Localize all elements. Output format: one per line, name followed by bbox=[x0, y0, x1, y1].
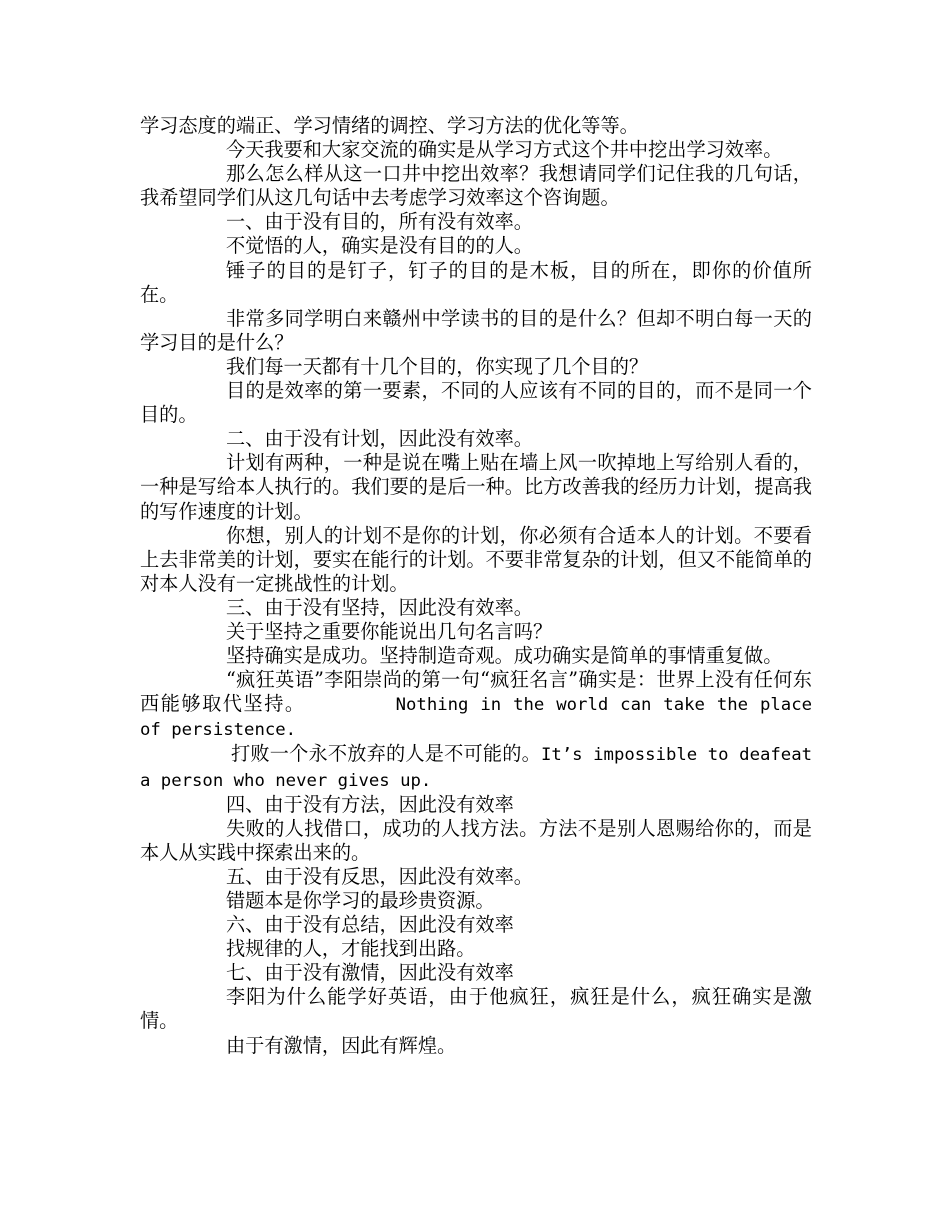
section-heading: 一、由于没有目的，所有没有效率。 bbox=[226, 210, 533, 234]
quote-chinese: “疯狂英语”李阳崇尚的第一句“疯狂名言”确实是：世界上没有任何东西能够取代坚持。 bbox=[140, 668, 812, 716]
section-heading: 二、由于没有计划，因此没有效率。 bbox=[226, 427, 533, 451]
paragraph: 学习态度的端正、学习情绪的调控、学习方法的优化等等。 bbox=[140, 114, 639, 137]
quote-chinese: 打败一个永不放弃的人是不可能的。 bbox=[231, 742, 541, 766]
paragraph: 目的是效率的第一要素，不同的人应该有不同的目的，而不是同一个目的。 bbox=[140, 379, 812, 427]
section-heading: 四、由于没有方法，因此没有效率 bbox=[226, 792, 514, 816]
paragraph: 锤子的目的是钉子，钉子的目的是木板，目的所在，即你的价值所在。 bbox=[140, 258, 812, 306]
paragraph: 失败的人找借口，成功的人找方法。方法不是别人恩赐给你的，而是本人从实践中探索出来的。 bbox=[140, 816, 812, 864]
paragraph: 我们每一天都有十几个目的，你实现了几个目的？ bbox=[226, 354, 649, 378]
section-heading: 七、由于没有激情，因此没有效率 bbox=[226, 961, 514, 985]
quote-english: It’s impossible to deafeat a person who never gives up. bbox=[140, 745, 812, 791]
paragraph: 非常多同学明白来赣州中学读书的目的是什么？但却不明白每一天的学习目的是什么？ bbox=[140, 306, 812, 354]
paragraph: 那么怎么样从这一口井中挖出效率？我想请同学们记住我的几句话，我希望同学们从这几句话中去考虑学习效率这个咨询题。 bbox=[140, 162, 812, 210]
section-heading: 三、由于没有坚持，因此没有效率。 bbox=[226, 595, 533, 619]
paragraph: 找规律的人，才能找到出路。 bbox=[226, 937, 476, 961]
paragraph: 关于坚持之重要你能说出几句名言吗？ bbox=[226, 619, 553, 643]
quote-english: Nothing in the world can take the place of persistence. bbox=[140, 695, 812, 741]
section-heading: 六、由于没有总结，因此没有效率 bbox=[226, 913, 514, 937]
section-heading: 五、由于没有反思，因此没有效率。 bbox=[226, 864, 533, 888]
paragraph: 计划有两种，一种是说在嘴上贴在墙上风一吹掉地上写给别人看的，一种是写给本人执行的。我们要的是后一种。比方改善我的经历力计划，提高我的写作速度的计划。 bbox=[140, 451, 812, 523]
paragraph: 你想，别人的计划不是你的计划，你必须有合适本人的计划。不要看上去非常美的计划，要实在能行的计划。不要非常复杂的计划，但又不能简单的对本人没有一定挑战性的计划。 bbox=[140, 523, 812, 595]
paragraph: 不觉悟的人，确实是没有目的的人。 bbox=[226, 234, 533, 258]
paragraph: 由于有激情，因此有辉煌。 bbox=[226, 1033, 457, 1057]
paragraph: 李阳为什么能学好英语，由于他疯狂，疯狂是什么，疯狂确实是激情。 bbox=[140, 985, 812, 1033]
paragraph bbox=[140, 668, 812, 742]
paragraph: 坚持确实是成功。坚持制造奇观。成功确实是简单的事情重复做。 bbox=[226, 644, 783, 668]
paragraph: 今天我要和大家交流的确实是从学习方式这个井中挖出学习效率。 bbox=[226, 138, 783, 162]
paragraph: 错题本是你学习的最珍贵资源。 bbox=[226, 889, 495, 912]
paragraph bbox=[140, 742, 812, 792]
document-page bbox=[140, 114, 812, 1058]
